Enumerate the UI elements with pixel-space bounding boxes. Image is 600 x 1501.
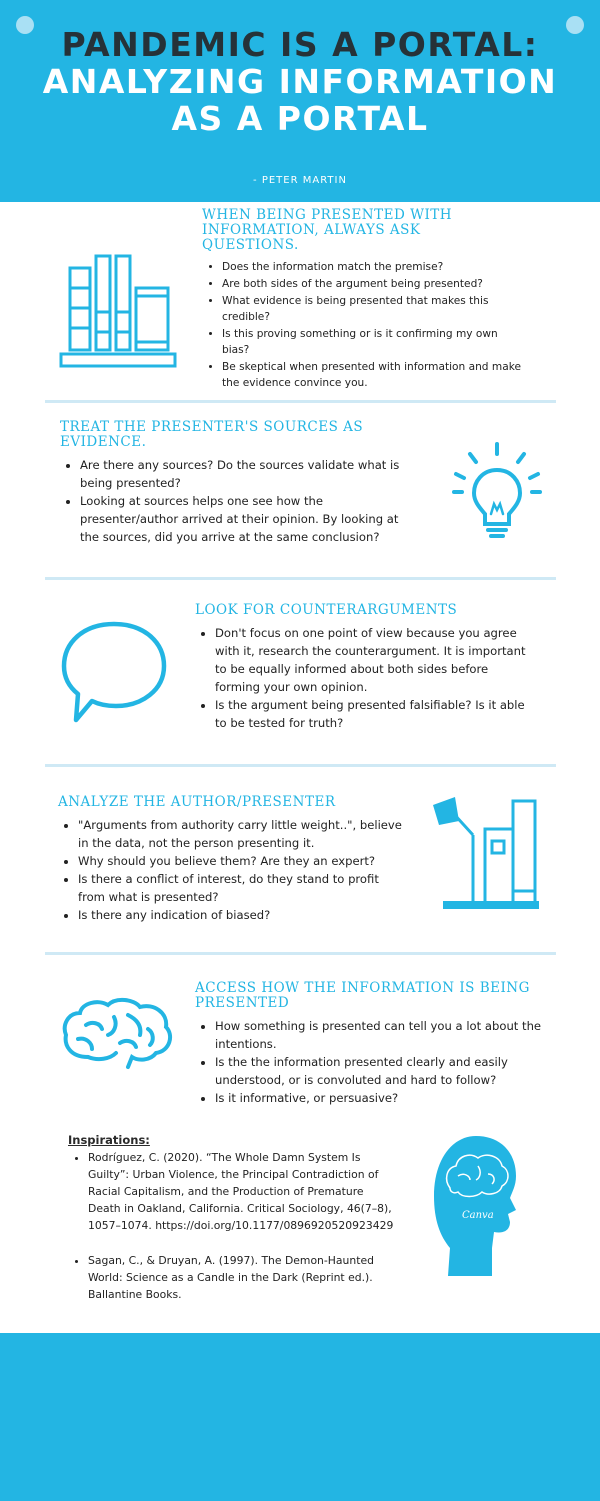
books-icon — [58, 252, 178, 370]
section-counterarguments — [195, 603, 535, 732]
bullet-list — [195, 624, 535, 732]
list-item: • Why should you believe them? Are they an expert? — [78, 852, 403, 870]
speech-bubble-icon — [58, 618, 170, 726]
section-presentation — [195, 981, 545, 1107]
page-title — [0, 26, 600, 137]
list-item: • How something is presented can tell you a lot about the intentions. — [215, 1017, 545, 1053]
list-item: • Is there any indication of biased? — [78, 906, 403, 924]
list-item: • What evidence is being presented that makes this credible? — [222, 293, 522, 325]
list-item: • Looking at sources helps one see how the presenter/author arrived at their opinion. By looking at the sources, did you arrive at the same conclusion? — [80, 492, 405, 546]
section-ask-questions — [202, 208, 522, 392]
desk-lamp-icon — [425, 795, 540, 913]
bullet-list — [60, 456, 405, 546]
list-item: • Is there a conflict of interest, do they stand to profit from what is presented? — [78, 870, 403, 906]
author-byline: - PETER MARTIN — [253, 175, 347, 186]
title-line-3: AS A PORTAL — [171, 99, 429, 138]
inspirations-title: Inspirations: — [68, 1133, 150, 1147]
section-divider — [45, 764, 556, 767]
brain-icon — [58, 995, 178, 1075]
header-banner — [0, 0, 600, 202]
section-sources — [60, 420, 405, 546]
section-heading: LOOK FOR COUNTERARGUMENTS — [195, 602, 458, 618]
list-item: • Is the argument being presented falsifiable? Is it able to be tested for truth? — [215, 696, 535, 732]
citation-item: • Sagan, C., & Druyan, A. (1997). The Demon-Haunted World: Science as a Candle in the Dark (Reprint ed.). Ballantine Books. — [88, 1252, 398, 1303]
section-heading: WHEN BEING PRESENTED WITH INFORMATION, ALWAYS ASK QUESTIONS. — [202, 207, 453, 253]
footer-banner — [0, 1333, 600, 1501]
section-heading: TREAT THE PRESENTER'S SOURCES AS EVIDENCE. — [60, 419, 364, 450]
list-item: • Don't focus on one point of view because you agree with it, research the counterargument. It is important to be equally informed about both sides before forming your own opinion. — [215, 624, 535, 696]
section-author — [58, 795, 403, 924]
list-item: • "Arguments from authority carry little weight..", believe in the data, not the person presenting it. — [78, 816, 403, 852]
inspirations-section — [68, 1133, 398, 1303]
lightbulb-icon — [450, 440, 545, 540]
canva-logo-text: Canva — [462, 1210, 494, 1221]
citation-item: • Rodríguez, C. (2020). “The Whole Damn System Is Guilty”: Urban Violence, the Principal Contradiction of Racial Capitalism, and the Production of Premature Death in Oakland, California. Critical Sociology, 46(7–8), 1057–1074. https://doi.org/10.1177/0896920520923429 — [88, 1149, 398, 1234]
list-item: • Is this proving something or is it confirming my own bias? — [222, 326, 522, 358]
citation-list — [68, 1149, 398, 1303]
head-silhouette-icon — [432, 1130, 522, 1278]
list-item: • Be skeptical when presented with information and make the evidence convince you. — [222, 359, 522, 391]
list-item: • Are there any sources? Do the sources validate what is being presented? — [80, 456, 405, 492]
bullet-list — [202, 259, 522, 391]
title-line-2: ANALYZING INFORMATION — [42, 62, 558, 101]
section-divider — [45, 577, 556, 580]
list-item: • Are both sides of the argument being presented? — [222, 276, 522, 292]
section-divider — [45, 952, 556, 955]
section-heading: ANALYZE THE AUTHOR/PRESENTER — [58, 794, 336, 810]
list-item: • Is the the information presented clearly and easily understood, or is convoluted and hard to follow? — [215, 1053, 545, 1089]
section-divider — [45, 400, 556, 403]
bullet-list — [195, 1017, 545, 1107]
title-line-1: PANDEMIC IS A PORTAL: — [61, 25, 539, 64]
section-heading: ACCESS HOW THE INFORMATION IS BEING PRESENTED — [195, 980, 530, 1011]
bullet-list — [58, 816, 403, 924]
list-item: • Does the information match the premise? — [222, 259, 522, 275]
list-item: • Is it informative, or persuasive? — [215, 1089, 545, 1107]
